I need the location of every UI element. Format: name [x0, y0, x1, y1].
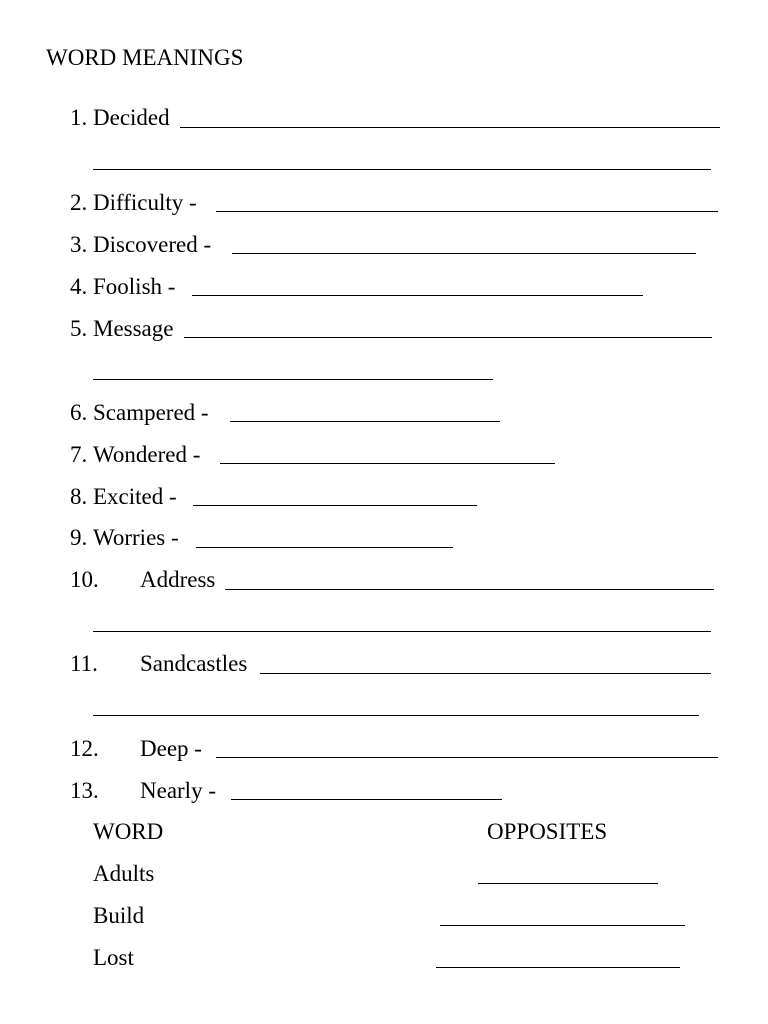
answer-line[interactable] — [216, 757, 718, 758]
opposite-word: Lost — [93, 945, 134, 970]
item-number: 6. — [70, 400, 88, 425]
answer-line[interactable] — [192, 295, 643, 296]
item-word: Foolish - — [93, 274, 176, 299]
item-number: 3. — [70, 232, 88, 257]
item-word: Decided — [93, 105, 170, 130]
answer-line[interactable] — [180, 127, 720, 128]
page-title: WORD MEANINGS — [46, 45, 244, 70]
answer-line[interactable] — [93, 169, 711, 170]
answer-line[interactable] — [184, 337, 712, 338]
item-word: Nearly - — [140, 778, 216, 803]
answer-line[interactable] — [216, 211, 718, 212]
opposite-word: Build — [93, 903, 145, 928]
answer-line[interactable] — [232, 253, 696, 254]
item-number: 9. — [70, 525, 88, 550]
item-word: Difficulty - — [93, 190, 197, 215]
item-number: 5. — [70, 316, 88, 341]
item-word: Wondered - — [93, 442, 201, 467]
answer-line[interactable] — [196, 547, 453, 548]
item-word: Excited - — [93, 484, 177, 509]
item-number: 7. — [70, 442, 88, 467]
answer-line[interactable] — [225, 589, 714, 590]
item-word: Message — [93, 316, 174, 341]
answer-line[interactable] — [220, 463, 555, 464]
item-number: 8. — [70, 484, 88, 509]
item-word: Discovered - — [93, 232, 212, 257]
answer-line[interactable] — [93, 379, 493, 380]
answer-line[interactable] — [193, 505, 477, 506]
item-number: 4. — [70, 274, 88, 299]
answer-line[interactable] — [93, 715, 699, 716]
opposite-answer-line[interactable] — [436, 967, 680, 968]
item-number: 12. — [70, 736, 99, 761]
item-word: Scampered - — [93, 400, 209, 425]
item-number: 10. — [70, 567, 99, 592]
opposite-answer-line[interactable] — [440, 925, 685, 926]
item-word: Address — [140, 567, 216, 592]
item-word: Sandcastles — [140, 651, 248, 676]
answer-line[interactable] — [93, 631, 711, 632]
item-number: 1. — [70, 105, 88, 130]
answer-line[interactable] — [260, 673, 711, 674]
item-word: Deep - — [140, 736, 202, 761]
opposite-answer-line[interactable] — [478, 883, 658, 884]
opposite-word: Adults — [93, 861, 155, 886]
item-number: 11. — [70, 651, 98, 676]
item-word: Worries - — [93, 525, 179, 550]
word-column-header: WORD — [93, 819, 164, 844]
opposites-column-header: OPPOSITES — [487, 819, 608, 844]
item-number: 13. — [70, 778, 99, 803]
answer-line[interactable] — [231, 799, 502, 800]
answer-line[interactable] — [230, 421, 500, 422]
item-number: 2. — [70, 190, 88, 215]
